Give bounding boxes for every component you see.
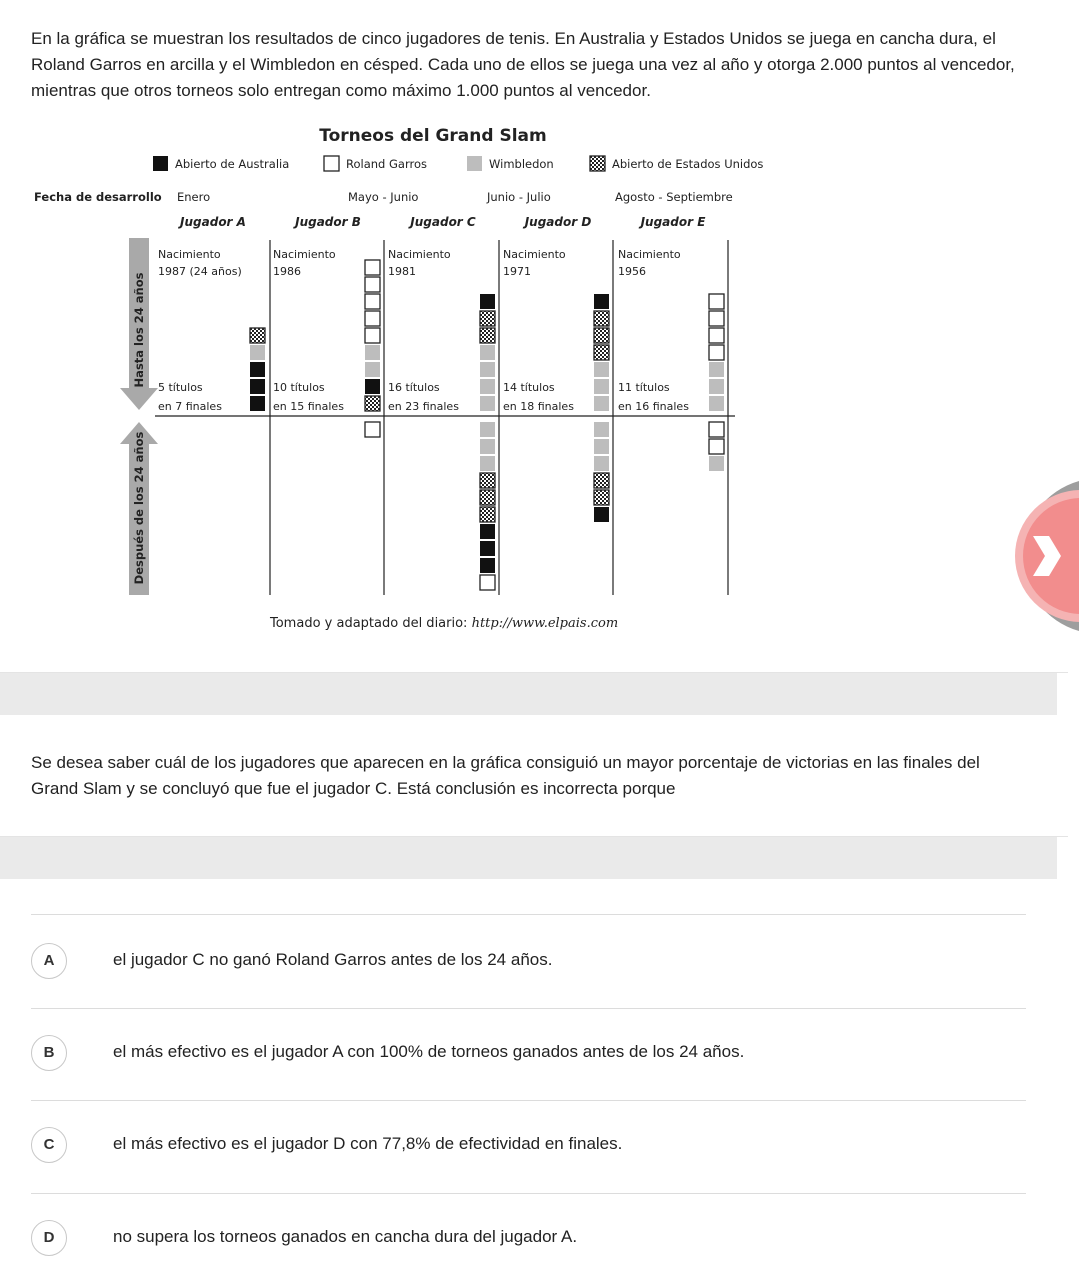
before-tournament-w: [480, 362, 495, 377]
option-text: el más efectivo es el jugador A con 100% de torneos ganados antes de los 24 años.: [113, 1042, 745, 1061]
after-tournament-aus: [480, 558, 495, 573]
before-tournament-us: [480, 328, 495, 343]
dates-label: Fecha de desarrollo: [34, 190, 162, 204]
after-tournament-us: [480, 507, 495, 522]
before-tournament-aus: [594, 294, 609, 309]
section-divider: [0, 837, 1057, 879]
age-axis: [120, 238, 158, 595]
option-divider: [31, 1100, 1026, 1101]
birth-label: Nacimiento: [503, 248, 566, 261]
titles-label: 16 títulos: [388, 381, 440, 394]
player-name: Jugador C: [410, 215, 476, 229]
before-tournament-us: [594, 311, 609, 326]
option-divider: [31, 914, 1026, 915]
before-tournament-w: [480, 345, 495, 360]
legend-label: Abierto de Australia: [175, 157, 290, 171]
players-columns: [158, 215, 724, 590]
chart-grid: [155, 240, 735, 595]
after-tournament-w: [709, 456, 724, 471]
finals-label: en 7 finales: [158, 400, 222, 413]
finals-label: en 16 finales: [618, 400, 689, 413]
before-tournament-w: [250, 345, 265, 360]
player-name: Jugador D: [524, 215, 592, 229]
after-tournament-aus: [594, 507, 609, 522]
option-divider: [31, 1008, 1026, 1009]
legend-swatch-w: [467, 156, 482, 171]
birth-value: 1986: [273, 265, 301, 278]
before-tournament-rg: [709, 328, 724, 343]
after-tournament-aus: [480, 541, 495, 556]
titles-label: 11 títulos: [618, 381, 670, 394]
section-divider: [0, 673, 1057, 715]
legend-swatch-us: [590, 156, 605, 171]
option-letter-badge[interactable]: C: [31, 1127, 67, 1163]
before-tournament-w: [709, 379, 724, 394]
titles-label: 5 títulos: [158, 381, 203, 394]
legend-label: Abierto de Estados Unidos: [612, 157, 764, 171]
player-column: [618, 215, 724, 471]
before-tournament-w: [594, 362, 609, 377]
player-name: Jugador B: [295, 215, 361, 229]
birth-value: 1981: [388, 265, 416, 278]
grand-slam-chart: [0, 110, 1000, 630]
axis-before-label: Hasta los 24 años: [132, 272, 146, 388]
question-text: Se desea saber cuál de los jugadores que aparecen en la gráfica consiguió un mayor porcentaje de victorias en las finales del Grand Slam y se concluyó que fue el jugador C. Está conclusión es incorrecta porque: [31, 753, 980, 798]
before-tournament-us: [594, 345, 609, 360]
legend-swatch-aus: [153, 156, 168, 171]
after-tournament-w: [594, 456, 609, 471]
before-tournament-w: [480, 379, 495, 394]
after-tournament-us: [594, 490, 609, 505]
before-tournament-aus: [365, 379, 380, 394]
after-tournament-rg: [365, 422, 380, 437]
legend-label: Roland Garros: [346, 157, 427, 171]
option-letter-badge[interactable]: D: [31, 1220, 67, 1256]
svg-text:Tomado y adaptado del diario:: Tomado y adaptado del diario: http://www.elpais.com: [270, 616, 619, 630]
before-tournament-rg: [709, 345, 724, 360]
intro-paragraph: En la gráfica se muestran los resultados de cinco jugadores de tenis. En Australia y Estados Unidos se juega en cancha dura, el Roland Garros en arcilla y el Wimbledon en césped. Cada uno de ellos se juega una vez al año y otorga 2.000 puntos al vencedor, mientras que otros torneos solo entregan como máximo 1.000 puntos al vencedor.: [31, 29, 1015, 100]
before-tournament-us: [480, 311, 495, 326]
option-divider: [31, 1193, 1026, 1194]
after-tournament-rg: [709, 422, 724, 437]
before-tournament-rg: [365, 294, 380, 309]
options-card: [0, 880, 1068, 1283]
player-column: [388, 215, 495, 590]
after-tournament-rg: [709, 439, 724, 454]
birth-value: 1987 (24 años): [158, 265, 242, 278]
before-tournament-rg: [365, 260, 380, 275]
legend-swatch-rg: [324, 156, 339, 171]
titles-label: 14 títulos: [503, 381, 555, 394]
before-tournament-w: [709, 396, 724, 411]
player-name: Jugador E: [640, 215, 706, 229]
chart-legend: [153, 156, 763, 171]
finals-label: en 18 finales: [503, 400, 574, 413]
after-tournament-w: [594, 439, 609, 454]
after-tournament-us: [480, 473, 495, 488]
before-tournament-aus: [480, 294, 495, 309]
before-tournament-w: [365, 345, 380, 360]
finals-label: en 23 finales: [388, 400, 459, 413]
after-tournament-w: [480, 422, 495, 437]
before-tournament-rg: [365, 277, 380, 292]
before-tournament-w: [480, 396, 495, 411]
date-label: Enero: [177, 190, 211, 204]
option-d[interactable]: [31, 1207, 1026, 1267]
date-label: Agosto - Septiembre: [615, 190, 733, 204]
option-text: no supera los torneos ganados en cancha dura del jugador A.: [113, 1227, 578, 1246]
player-column: [158, 215, 265, 413]
birth-value: 1956: [618, 265, 646, 278]
before-tournament-w: [365, 362, 380, 377]
before-tournament-w: [594, 396, 609, 411]
before-tournament-us: [250, 328, 265, 343]
birth-label: Nacimiento: [273, 248, 336, 261]
before-tournament-us: [594, 328, 609, 343]
birth-label: Nacimiento: [158, 248, 221, 261]
after-tournament-us: [480, 490, 495, 505]
option-letter-badge[interactable]: A: [31, 943, 67, 979]
after-tournament-w: [480, 439, 495, 454]
before-tournament-aus: [250, 362, 265, 377]
next-button[interactable]: [1003, 481, 1079, 631]
option-letter-badge[interactable]: B: [31, 1035, 67, 1071]
before-tournament-rg: [709, 294, 724, 309]
birth-label: Nacimiento: [388, 248, 451, 261]
after-tournament-w: [594, 422, 609, 437]
before-tournament-us: [365, 396, 380, 411]
player-name: Jugador A: [180, 215, 246, 229]
before-tournament-w: [594, 379, 609, 394]
date-label: Mayo - Junio: [348, 190, 419, 204]
option-text: el más efectivo es el jugador D con 77,8% de efectividad en finales.: [113, 1134, 623, 1153]
option-a[interactable]: [31, 930, 1026, 990]
date-label: Junio - Julio: [487, 190, 551, 204]
option-text: el jugador C no ganó Roland Garros antes de los 24 años.: [113, 950, 553, 969]
option-b[interactable]: [31, 1022, 1026, 1082]
before-tournament-aus: [250, 379, 265, 394]
before-tournament-aus: [250, 396, 265, 411]
legend-label: Wimbledon: [489, 157, 554, 171]
before-tournament-rg: [365, 311, 380, 326]
after-tournament-w: [480, 456, 495, 471]
finals-label: en 15 finales: [273, 400, 344, 413]
player-column: [273, 215, 380, 437]
birth-label: Nacimiento: [618, 248, 681, 261]
birth-value: 1971: [503, 265, 531, 278]
chart-source: [269, 616, 618, 630]
next-arrow-icon[interactable]: [1003, 481, 1079, 631]
titles-label: 10 títulos: [273, 381, 325, 394]
axis-after-label: Después de los 24 años: [132, 431, 146, 585]
after-tournament-aus: [480, 524, 495, 539]
after-tournament-us: [594, 473, 609, 488]
after-tournament-rg: [480, 575, 495, 590]
option-c[interactable]: [31, 1114, 1026, 1174]
before-tournament-rg: [365, 328, 380, 343]
player-column: [503, 215, 609, 522]
before-tournament-w: [709, 362, 724, 377]
dates-row: [177, 190, 733, 204]
before-tournament-rg: [709, 311, 724, 326]
chart-title: Torneos del Grand Slam: [319, 126, 547, 146]
